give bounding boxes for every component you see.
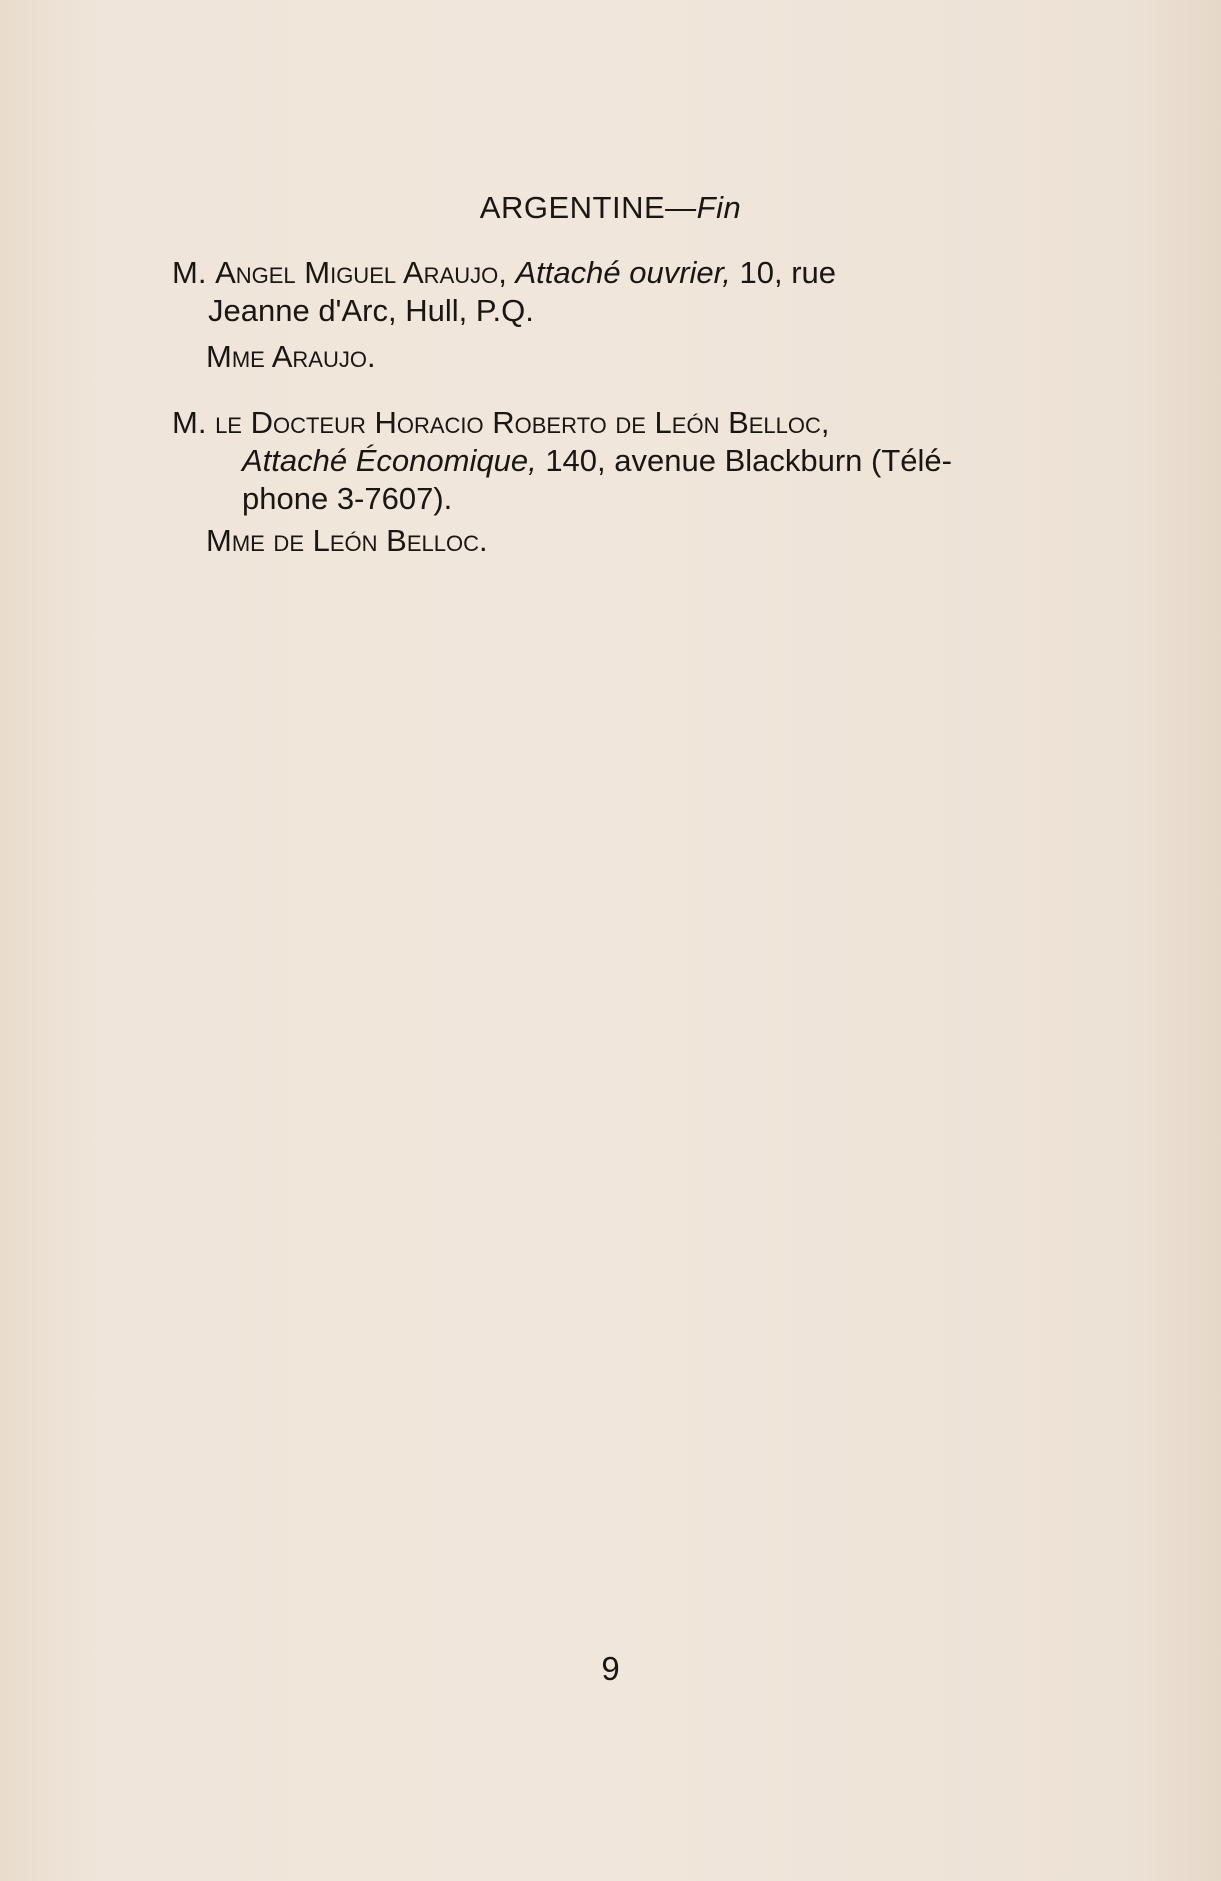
entry-line [172,254,1072,292]
spouse-belloc [206,522,1106,560]
entry-belloc [172,404,1072,518]
person-role: Attaché ouvrier, [515,255,731,290]
page-heading [0,190,1221,226]
address-part: 140, avenue Blackburn (Télé- [545,443,952,478]
spouse-araujo [206,338,1106,376]
person-role: Attaché Économique, [242,443,537,478]
entry-prefix: M. [172,405,207,440]
entry-araujo [172,254,1072,330]
heading-main: ARGENTINE [479,190,666,225]
entry-line [172,404,1072,442]
spouse-name: Mme Araujo. [206,339,376,374]
heading-dash: — [665,190,697,225]
address-part: 10, rue [739,255,837,290]
page-number: 9 [601,1650,620,1687]
person-name: le Docteur Horacio Roberto de León Belloc, [215,405,830,440]
entry-line [172,480,1072,518]
spouse-name: Mme de León Belloc. [206,523,488,558]
entry-prefix: M. [172,255,207,290]
person-name: Angel Miguel Araujo, [215,255,507,290]
entry-line [172,292,1072,330]
entry-line [172,442,1072,480]
address-part: phone 3-7607). [242,481,453,516]
heading-suffix: Fin [696,190,742,225]
address-part: Jeanne d'Arc, Hull, P.Q. [208,293,534,328]
